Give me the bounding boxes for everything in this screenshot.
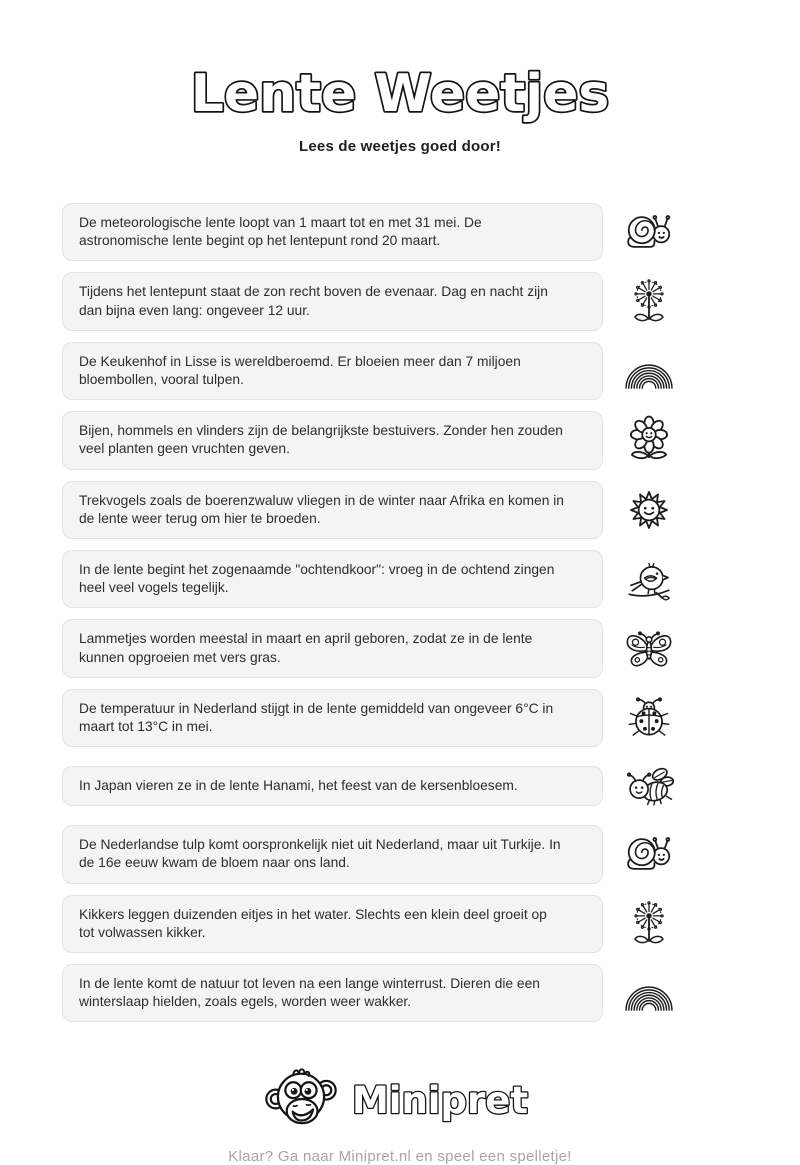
fact-card: [62, 825, 603, 883]
fact-icon: [621, 758, 677, 814]
fact-card: [62, 895, 603, 953]
fact-card: [62, 619, 603, 677]
fact-card: [62, 272, 603, 330]
fact-row: [62, 964, 677, 1022]
dandelion-icon: [622, 897, 676, 951]
fact-row: [62, 895, 677, 953]
fact-icon: [621, 482, 677, 538]
fact-card: [62, 550, 603, 608]
fact-icon: [621, 621, 677, 677]
brand-wordmark: [345, 1071, 535, 1127]
fact-row: [62, 758, 677, 814]
sun-icon: [622, 483, 676, 537]
header: [0, 0, 800, 155]
page-title: [140, 56, 660, 130]
fact-icon: [621, 204, 677, 260]
fact-row: [62, 203, 677, 261]
fact-row: [62, 619, 677, 677]
fact-text: In de lente komt de natuur tot leven na een lange winterrust. Dieren die een winterslaap hielden, zoals egels, worden weer wakker.: [79, 976, 540, 1010]
fact-text: Tijdens het lentepunt staat de zon recht boven de evenaar. Dag en nacht zijn dan bijna even lang: ongeveer 12 uur.: [79, 284, 548, 318]
brand-wordmark-text: Minipret: [351, 1079, 529, 1123]
butterfly-icon: [622, 622, 676, 676]
page-subtitle: Lees de weetjes goed door!: [299, 138, 501, 155]
fact-card: [62, 766, 603, 806]
fact-icon: [621, 965, 677, 1021]
fact-text: Kikkers leggen duizenden eitjes in het water. Slechts een klein deel groeit op tot volwassen kikker.: [79, 906, 547, 940]
fact-card: [62, 342, 603, 400]
fact-row: [62, 272, 677, 330]
fact-text: In de lente begint het zogenaamde "ochtendkoor": vroeg in de ochtend zingen heel veel vogels tegelijk.: [79, 562, 555, 596]
fact-icon: [621, 690, 677, 746]
fact-text: Lammetjes worden meestal in maart en april geboren, zodat ze in de lente kunnen opgroeien met vers gras.: [79, 631, 533, 665]
fact-text: De Keukenhof in Lisse is wereldberoemd. Er bloeien meer dan 7 miljoen bloembollen, vooral tulpen.: [79, 353, 521, 388]
fact-icon: [621, 274, 677, 330]
fact-text: In Japan vieren ze in de lente Hanami, het feest van de kersenbloesem.: [79, 778, 518, 794]
footer: [0, 1066, 800, 1165]
fact-card: [62, 964, 603, 1022]
fact-row: [62, 411, 677, 469]
fact-row: [62, 825, 677, 883]
flower-icon: [622, 413, 676, 467]
snail-icon: [622, 827, 676, 881]
bee-icon: [622, 759, 676, 813]
fact-icon: [621, 551, 677, 607]
fact-text: De Nederlandse tulp komt oorspronkelijk niet uit Nederland, maar uit Turkije. In de 16e eeuw kwam de bloem naar ons land.: [79, 837, 561, 871]
fact-card: [62, 481, 603, 539]
fact-row: [62, 689, 677, 747]
fact-card: [62, 411, 603, 469]
page-title-text: Lente Weetjes: [190, 64, 610, 124]
bird-icon: [622, 552, 676, 606]
fact-icon: [621, 412, 677, 468]
fact-text: Trekvogels zoals de boerenzwaluw vliegen in de winter naar Afrika en komen in de lente weer terug om hier te broeden.: [79, 492, 564, 526]
ladybug-icon: [622, 691, 676, 745]
monkey-logo-icon: [265, 1066, 337, 1132]
brand-logo: [0, 1066, 800, 1132]
fact-card: [62, 203, 603, 261]
footer-note: Klaar? Ga naar Minipret.nl en speel een spelletje!: [228, 1148, 572, 1165]
fact-row: [62, 342, 677, 400]
fact-text: De temperatuur in Nederland stijgt in de lente gemiddeld van ongeveer 6°C in maart tot 13°C in mei.: [79, 700, 554, 735]
fact-icon: [621, 826, 677, 882]
fact-text: Bijen, hommels en vlinders zijn de belangrijkste bestuivers. Zonder hen zouden veel planten geen vruchten geven.: [79, 423, 563, 457]
fact-row: [62, 550, 677, 608]
fact-row: [62, 481, 677, 539]
snail-icon: [622, 205, 676, 259]
rainbow-icon: [622, 344, 676, 398]
fact-icon: [621, 896, 677, 952]
fact-card: [62, 689, 603, 747]
rainbow-icon: [622, 966, 676, 1020]
fact-text: De meteorologische lente loopt van 1 maart tot en met 31 mei. De astronomische lente begint op het lentepunt rond 20 maart.: [79, 215, 482, 249]
facts-list: [62, 203, 677, 1022]
fact-icon: [621, 343, 677, 399]
dandelion-icon: [622, 275, 676, 329]
